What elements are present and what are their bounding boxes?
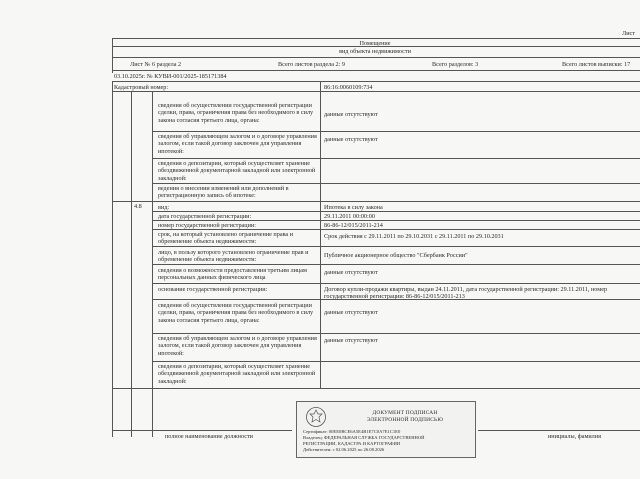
stamp-validity: Действителен: с 02.06.2025 по 26.08.2026 <box>303 447 385 452</box>
row-value: Срок действия с 29.11.2011 по 29.10.2031 с 29.11.2011 по 29.10.2031 <box>324 233 504 240</box>
row-label: сведения о депозитарии, который осуществляет хранение обездвиженной документарной закладной или электронной закладной: <box>158 160 316 182</box>
total-sections: Всего разделов: 3 <box>432 61 479 68</box>
row-value: Ипотека в силу закона <box>324 204 383 211</box>
total-sheets-extract: Всего листов выписки: 17 <box>562 61 631 68</box>
cadastral-number: 86:16:0060109:734 <box>324 84 373 91</box>
position-caption: полное наименование должности <box>165 433 253 440</box>
row-label: дата государственной регистрации: <box>158 213 252 220</box>
entry-number: 4.8 <box>134 203 142 210</box>
initials-caption: инициалы, фамилия <box>548 433 601 440</box>
row-label: лицо, в пользу которого установлено ограничение прав и обременение объекта недвижимости: <box>158 249 309 264</box>
row-label: сведения об управляющем залогом и о договоре управления залогом, если такой договор заключен для управления ипотекой: <box>158 133 317 155</box>
row-label: основание государственной регистрации: <box>158 286 268 293</box>
row-value: данные отсутствуют <box>324 269 378 276</box>
stamp-owner: Владелец: ФЕДЕРАЛЬНАЯ СЛУЖБА ГОСУДАРСТВЕННОЙ <box>303 435 425 440</box>
row-label: сведения о депозитарии, который осуществляет хранение обездвиженной документарной закладной или электронной закладной: <box>158 363 316 385</box>
row-value: 29.11.2011 00:00:00 <box>324 213 375 220</box>
row-value: данные отсутствуют <box>324 309 378 316</box>
total-sheets-section: Всего листов раздела 2: 9 <box>278 61 345 68</box>
row-value: Публичное акционерное общество "Сбербанк России" <box>324 252 468 259</box>
stamp-certificate: Сертификат: 00ЕЕ0ВСЕ6А5Е4В1Е7С0А7Е1С1Е0 <box>303 429 401 434</box>
sheet-number: Лист № 6 раздела 2 <box>130 61 182 68</box>
sheet-label-fragment: Лист <box>622 30 635 37</box>
row-label: сведения об осуществлении государственной регистрации сделки, права, ограничения права без необходимого в силу закона согласия третьего лица, органа: <box>158 302 314 324</box>
emblem-icon <box>305 406 327 428</box>
stamp-owner-2: РЕГИСТРАЦИИ, КАДАСТРА И КАРТОГРАФИИ <box>303 441 401 446</box>
row-label: срок, на который установлено ограничение права и обременение объекта недвижимости: <box>158 231 294 246</box>
electronic-signature-stamp <box>296 401 476 458</box>
row-label: ведения о внесении изменений или дополнений в регистрационную запись об ипотеке: <box>158 185 289 200</box>
row-value: данные отсутствуют <box>324 111 378 118</box>
row-label: сведения об осуществлении государственной регистрации сделки, права, ограничения права без необходимого в силу закона согласия третьего лица, органа: <box>158 102 314 124</box>
row-value: данные отсутствуют <box>324 136 378 143</box>
row-value: данные отсутствуют <box>324 337 378 344</box>
row-value: Договор купли-продажи квартиры, выдан 24.11.2011, дата государственной регистрации: 29.11.2011, номер государственной регистрации: 86-86-12/015/2011-213 <box>324 286 608 301</box>
stamp-title: ДОКУМЕНТ ПОДПИСАН ЭЛЕКТРОННОЙ ПОДПИСЬЮ <box>366 410 444 423</box>
section-title: Помещение <box>359 40 391 47</box>
row-label: сведения об управляющем залогом и о договоре управления залогом, если такой договор заключен для управления ипотекой: <box>158 335 317 357</box>
cadastral-label: Кадастровый номер: <box>114 84 169 91</box>
extract-date-number: 03.10.2025г. № КУВИ-001/2025-185171384 <box>114 73 227 80</box>
row-label: номер государственной регистрации: <box>158 222 256 229</box>
row-label: вид: <box>158 204 170 211</box>
row-label: сведения о возможности предоставления третьим лицам персональных данных физического лица <box>158 267 307 282</box>
section-subtitle: вид объекта недвижимости <box>339 48 411 55</box>
row-value: 86-86-12/015/2011-214 <box>324 222 383 229</box>
